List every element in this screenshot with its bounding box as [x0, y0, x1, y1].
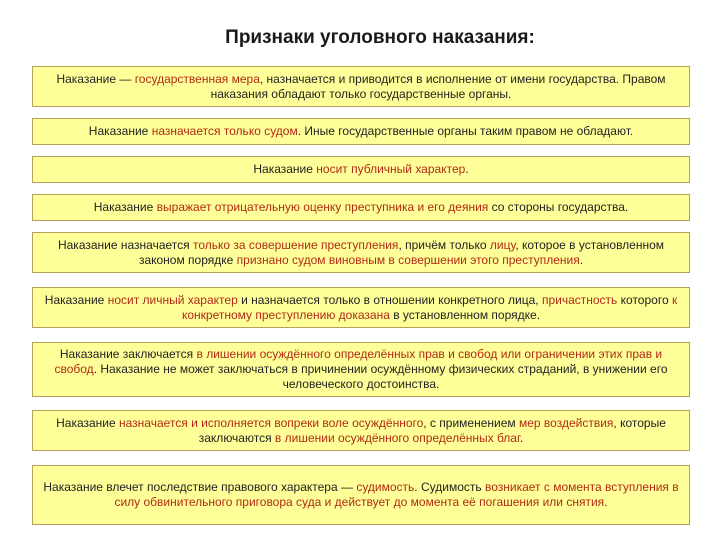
- highlighted-text: выражает отрицательную оценку преступника и его деяния: [156, 200, 489, 214]
- page-title: Признаки уголовного наказания:: [225, 27, 535, 48]
- feature-text: [41, 347, 681, 392]
- plain-text: .: [604, 495, 608, 509]
- highlighted-text: только за совершение преступления: [192, 237, 399, 252]
- plain-text: , с применением: [423, 415, 519, 430]
- highlighted-text: мер воздействия: [519, 415, 614, 430]
- highlighted-text: к конкретному преступлению доказана: [181, 292, 678, 322]
- plain-text: .: [579, 252, 584, 267]
- feature-text: [253, 162, 468, 177]
- plain-text: Наказание —: [56, 71, 135, 86]
- feature-box: [32, 232, 690, 273]
- highlighted-text: назначается и исполняется вопреки воле осуждённого: [119, 415, 424, 430]
- feature-box: [32, 287, 690, 328]
- feature-text: [41, 480, 681, 510]
- plain-text: Наказание заключается: [59, 347, 197, 361]
- feature-text: [41, 72, 681, 102]
- plain-text: которого: [617, 292, 672, 307]
- plain-text: в установленном порядке.: [389, 307, 541, 322]
- plain-text: . Судимость: [414, 480, 485, 494]
- feature-text: [41, 238, 681, 268]
- highlighted-text: лицу: [489, 237, 516, 252]
- plain-text: .: [519, 430, 524, 445]
- plain-text: , которые заключаются: [198, 415, 666, 445]
- plain-text: , назначается и приводится в исполнение от имени государства. Правом наказания обладают только государственные органы.: [210, 71, 666, 101]
- highlighted-text: носит публичный характер: [316, 162, 466, 176]
- plain-text: Наказание: [253, 162, 317, 176]
- plain-text: Наказание назначается: [57, 237, 193, 252]
- plain-text: Наказание: [93, 200, 157, 214]
- plain-text: , которое в установленном законом порядке: [138, 237, 665, 267]
- plain-text: Наказание: [56, 415, 120, 430]
- plain-text: Наказание: [88, 124, 152, 138]
- highlighted-text: носит личный характер: [107, 292, 238, 307]
- feature-text: [41, 293, 681, 323]
- feature-text: [41, 416, 681, 446]
- feature-box: [32, 118, 690, 145]
- plain-text: Наказание влечет последствие правового характера —: [43, 480, 357, 494]
- feature-box: [32, 194, 690, 221]
- feature-text: [94, 200, 629, 215]
- feature-box: [32, 410, 690, 451]
- plain-text: .: [465, 162, 469, 176]
- highlighted-text: в лишении осуждённого определённых прав и свобод или ограничении этих прав и свобод: [54, 347, 663, 376]
- feature-box: [32, 66, 690, 107]
- highlighted-text: судимость: [356, 480, 415, 494]
- highlighted-text: причастность: [541, 292, 618, 307]
- highlighted-text: государственная мера: [134, 71, 260, 86]
- highlighted-text: назначается только судом: [151, 124, 298, 138]
- plain-text: со стороны государства.: [488, 200, 629, 214]
- plain-text: Наказание: [44, 292, 108, 307]
- plain-text: . Иные государственные органы таким правом не обладают.: [297, 124, 634, 138]
- feature-box: [32, 156, 690, 183]
- highlighted-text: в лишении осуждённого определённых благ: [274, 430, 520, 445]
- feature-box: [32, 342, 690, 397]
- feature-text: [89, 124, 633, 139]
- feature-box: [32, 465, 690, 525]
- plain-text: и назначается только в отношении конкретного лица,: [237, 292, 542, 307]
- highlighted-text: признано судом виновным в совершении этого преступления: [236, 252, 580, 267]
- plain-text: , причём только: [398, 237, 490, 252]
- highlighted-text: возникает с момента вступления в силу обвинительного приговора суда и действует до момента её погашения или снятия: [114, 480, 679, 509]
- plain-text: . Наказание не может заключаться в причинении осуждённому физических страданий, в унижении его человеческого достоинства.: [93, 362, 668, 391]
